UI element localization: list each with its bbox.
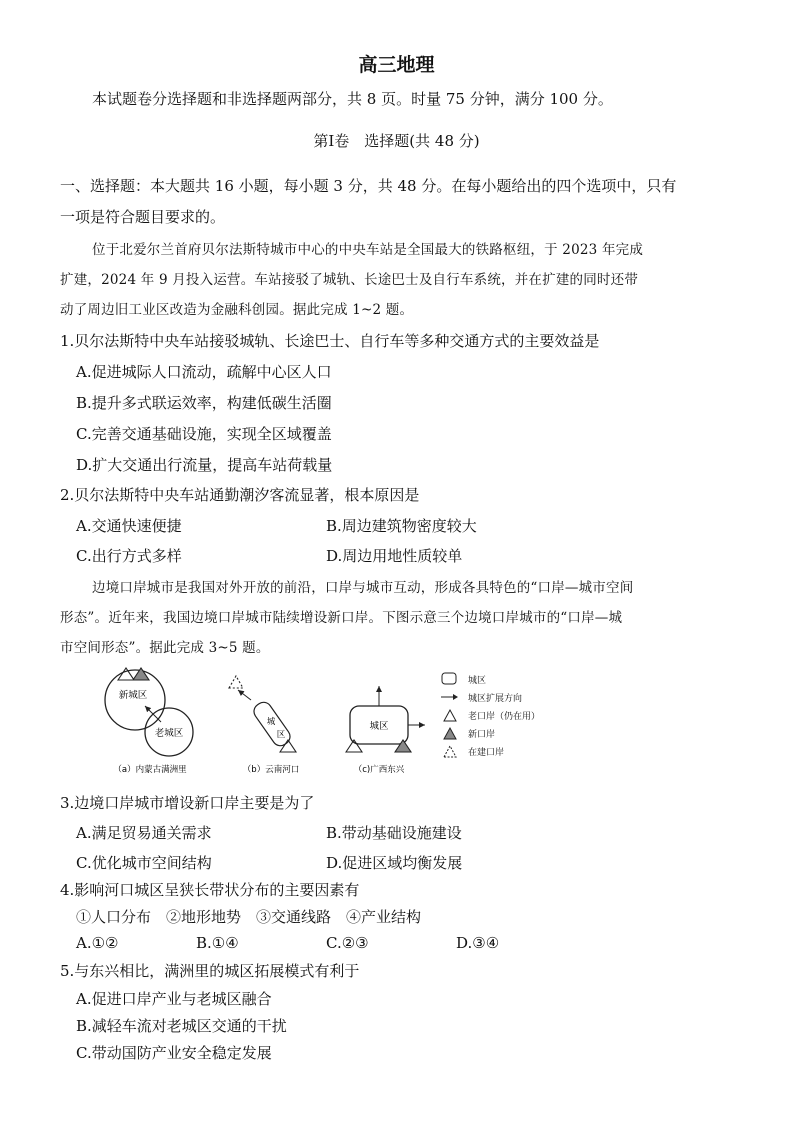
material-2-line-3: 市空间形态”。据此完成 3~5 题。	[60, 640, 270, 656]
question-3-option-b: B.带动基础设施建设	[326, 824, 462, 842]
question-1-option-b: B.提升多式联运效率，构建低碳生活圈	[76, 394, 332, 412]
question-4-items: ①人口分布 ②地形地势 ③交通线路 ④产业结构	[76, 908, 422, 926]
caption-a: （a）内蒙古满洲里	[113, 765, 187, 775]
planned-port-icon	[229, 676, 243, 688]
filled-triangle-icon	[440, 726, 460, 740]
question-3-option-a: A.满足贸易通关需求	[76, 824, 212, 842]
material-1-line-1: 位于北爱尔兰首府贝尔法斯特城市中心的中央车站是全国最大的铁路枢纽，于 2023 年完成	[92, 242, 644, 258]
instruction-text: 本试题卷分选择题和非选择题两部分，共 8 页。时量 75 分钟，满分 100 分。	[92, 90, 613, 108]
question-5-option-c: C.带动国防产业安全稳定发展	[76, 1044, 272, 1062]
arrow-icon	[440, 690, 460, 704]
material-2-line-2: 形态”。近年来，我国边境口岸城市陆续增设新口岸。下图示意三个边境口岸城市的“口岸—城	[60, 610, 623, 626]
question-5-option-b: B.减轻车流对老城区交通的干扰	[76, 1017, 287, 1035]
question-4-option-d: D.③④	[456, 934, 500, 952]
question-2-option-a: A.交通快速便捷	[76, 517, 182, 535]
part-intro-line-2: 一项是符合题目要求的。	[60, 208, 226, 226]
dashed-triangle-icon	[440, 744, 460, 758]
caption-c: （c)广西东兴	[353, 765, 405, 775]
page-title: 高三地理	[358, 54, 435, 76]
question-4-option-a: A.①②	[76, 934, 119, 952]
diagram-a-manzhouli	[105, 668, 193, 775]
question-3-option-c: C.优化城市空间结构	[76, 854, 212, 872]
question-1-option-a: A.促进城际人口流动，疏解中心区人口	[76, 363, 332, 381]
diagram-legend: 城区 城区扩展方向 老口岸（仍在用） 新口岸 在建口岸	[438, 672, 578, 762]
question-2-option-b: B.周边建筑物密度较大	[326, 517, 477, 535]
question-5-option-a: A.促进口岸产业与老城区融合	[76, 990, 272, 1008]
hekou-label-2: 区	[276, 730, 286, 740]
diagram-b-hekou	[229, 676, 299, 775]
question-2-option-c: C.出行方式多样	[76, 547, 182, 565]
material-1-line-2: 扩建，2024 年 9 月投入运营。车站接驳了城轨、长途巴士及自行车系统，并在扩建的同时还带	[60, 272, 639, 288]
expansion-arrow-icon	[145, 706, 161, 722]
expansion-arrow-icon	[238, 690, 251, 700]
question-1-option-d: D.扩大交通出行流量，提高车站荷载量	[76, 456, 333, 474]
diagram-c-dongxing	[346, 686, 425, 775]
question-4-stem: 4.影响河口城区呈狭长带状分布的主要因素有	[60, 881, 360, 899]
open-triangle-icon	[440, 708, 460, 722]
question-2-option-d: D.周边用地性质较单	[326, 547, 463, 565]
part-intro-line-1: 一、选择题：本大题共 16 小题，每小题 3 分，共 48 分。在每小题给出的四个选项中，只有	[60, 177, 677, 195]
question-3-stem: 3.边境口岸城市增设新口岸主要是为了	[60, 794, 315, 812]
section-title: 第Ⅰ卷 选择题(共 48 分)	[313, 132, 480, 150]
caption-b: （b）云南河口	[242, 765, 300, 775]
rounded-rect-icon	[440, 672, 460, 686]
dongxing-label: 城区	[369, 721, 389, 732]
question-4-option-b: B.①④	[196, 934, 239, 952]
question-1-stem: 1.贝尔法斯特中央车站接驳城轨、长途巴士、自行车等多种交通方式的主要效益是	[60, 332, 600, 350]
new-district-label: 新城区	[118, 690, 148, 701]
hekou-label-1: 城	[266, 717, 276, 727]
material-1-line-3: 动了周边旧工业区改造为金融科创园。据此完成 1~2 题。	[60, 302, 414, 318]
question-1-option-c: C.完善交通基础设施，实现全区域覆盖	[76, 425, 332, 443]
question-5-stem: 5.与东兴相比，满洲里的城区拓展模式有利于	[60, 962, 360, 980]
question-3-option-d: D.促进区域均衡发展	[326, 854, 463, 872]
question-4-option-c: C.②③	[326, 934, 369, 952]
old-district-label: 老城区	[154, 728, 184, 739]
question-2-stem: 2.贝尔法斯特中央车站通勤潮汐客流显著，根本原因是	[60, 486, 420, 504]
material-2-line-1: 边境口岸城市是我国对外开放的前沿，口岸与城市互动，形成各具特色的“口岸—城市空间	[92, 580, 634, 596]
new-port-icon	[395, 740, 411, 752]
